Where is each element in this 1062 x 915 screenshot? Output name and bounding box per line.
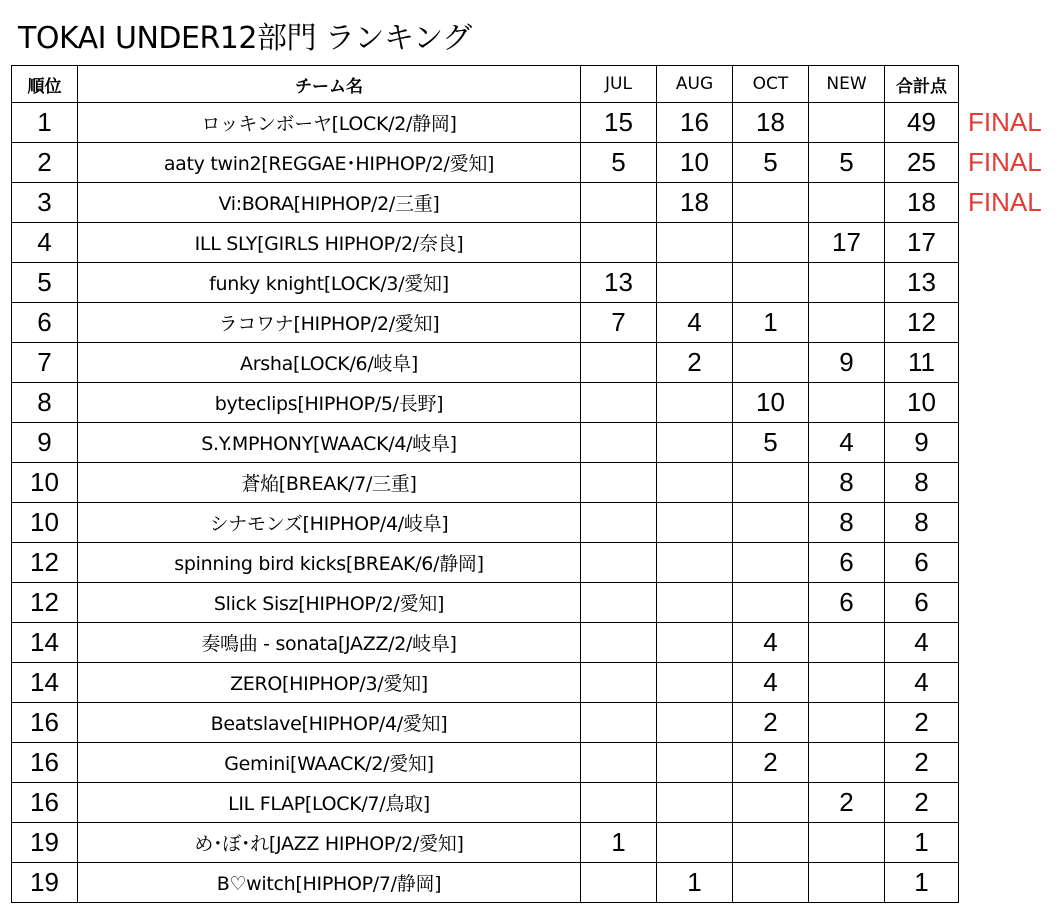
table-row [12,303,959,343]
oct-score-cell: 1 [733,303,809,343]
aug-score-cell: 1 [657,863,733,903]
team-name-cell: Vi:BORA[HIPHOP/2/三重] [78,183,581,223]
total-score-cell: 18 [885,183,959,223]
new-score-cell [809,103,885,143]
team-name-cell: 奏鳴曲 - sonata[JAZZ/2/岐阜] [78,623,581,663]
aug-score-cell [657,503,733,543]
oct-score-cell: 4 [733,623,809,663]
header-oct: OCT [733,66,809,103]
aug-score-cell [657,663,733,703]
aug-score-cell [657,543,733,583]
aug-score-cell [657,223,733,263]
ranking-table [11,65,959,903]
rank-cell: 14 [12,663,78,703]
final-label: FINAL [968,147,1042,177]
table-row [12,143,959,183]
rank-cell: 4 [12,223,78,263]
total-score-cell: 2 [885,703,959,743]
total-score-cell: 12 [885,303,959,343]
oct-score-cell: 10 [733,383,809,423]
oct-score-cell [733,823,809,863]
table-row [12,183,959,223]
new-score-cell: 4 [809,423,885,463]
table-row [12,343,959,383]
new-score-cell: 5 [809,143,885,183]
new-score-cell [809,863,885,903]
table-row [12,263,959,303]
rank-cell: 10 [12,503,78,543]
rank-cell: 7 [12,343,78,383]
header-new: NEW [809,66,885,103]
new-score-cell [809,263,885,303]
jul-score-cell [581,423,657,463]
team-name-cell: ロッキンボーヤ[LOCK/2/静岡] [78,103,581,143]
team-name-cell: 蒼焔[BREAK/7/三重] [78,463,581,503]
aug-score-cell: 4 [657,303,733,343]
header-aug: AUG [657,66,733,103]
total-score-cell: 17 [885,223,959,263]
team-name-cell: aaty twin2[REGGAE･HIPHOP/2/愛知] [78,143,581,183]
total-score-cell: 1 [885,863,959,903]
total-score-cell: 49 [885,103,959,143]
table-row [12,103,959,143]
jul-score-cell: 1 [581,823,657,863]
jul-score-cell [581,503,657,543]
aug-score-cell [657,263,733,303]
jul-score-cell [581,183,657,223]
jul-score-cell [581,383,657,423]
final-label: FINAL [968,187,1042,217]
new-score-cell [809,623,885,663]
table-row [12,223,959,263]
team-name-cell: byteclips[HIPHOP/5/長野] [78,383,581,423]
new-score-cell [809,383,885,423]
team-name-cell: シナモンズ[HIPHOP/4/岐阜] [78,503,581,543]
new-score-cell [809,663,885,703]
oct-score-cell: 5 [733,423,809,463]
new-score-cell: 9 [809,343,885,383]
oct-score-cell [733,463,809,503]
oct-score-cell: 4 [733,663,809,703]
table-row [12,583,959,623]
rank-cell: 12 [12,583,78,623]
rank-cell: 3 [12,183,78,223]
oct-score-cell [733,583,809,623]
jul-score-cell [581,663,657,703]
oct-score-cell: 18 [733,103,809,143]
total-score-cell: 13 [885,263,959,303]
oct-score-cell: 2 [733,703,809,743]
rank-cell: 1 [12,103,78,143]
team-name-cell: funky knight[LOCK/3/愛知] [78,263,581,303]
team-name-cell: Arsha[LOCK/6/岐阜] [78,343,581,383]
jul-score-cell [581,583,657,623]
ranking-body [12,103,959,903]
table-row [12,463,959,503]
aug-score-cell [657,703,733,743]
oct-score-cell [733,343,809,383]
table-row [12,543,959,583]
new-score-cell: 6 [809,583,885,623]
new-score-cell [809,303,885,343]
rank-cell: 16 [12,783,78,823]
oct-score-cell [733,863,809,903]
rank-cell: 19 [12,823,78,863]
team-name-cell: Gemini[WAACK/2/愛知] [78,743,581,783]
oct-score-cell [733,783,809,823]
rank-cell: 19 [12,863,78,903]
team-name-cell: ZERO[HIPHOP/3/愛知] [78,663,581,703]
jul-score-cell: 7 [581,303,657,343]
rank-cell: 16 [12,703,78,743]
jul-score-cell [581,543,657,583]
new-score-cell [809,823,885,863]
oct-score-cell [733,263,809,303]
header-total: 合計点 [885,66,959,103]
total-score-cell: 2 [885,743,959,783]
rank-cell: 10 [12,463,78,503]
team-name-cell: ILL SLY[GIRLS HIPHOP/2/奈良] [78,223,581,263]
table-row [12,743,959,783]
total-score-cell: 6 [885,543,959,583]
header-jul: JUL [581,66,657,103]
rank-cell: 9 [12,423,78,463]
team-name-cell: LIL FLAP[LOCK/7/鳥取] [78,783,581,823]
aug-score-cell [657,743,733,783]
header-rank: 順位 [12,66,78,103]
rank-cell: 5 [12,263,78,303]
aug-score-cell: 10 [657,143,733,183]
aug-score-cell [657,823,733,863]
aug-score-cell [657,383,733,423]
table-row [12,663,959,703]
new-score-cell: 17 [809,223,885,263]
table-row [12,703,959,743]
table-row [12,623,959,663]
rank-cell: 16 [12,743,78,783]
aug-score-cell [657,583,733,623]
header-row [12,66,959,103]
jul-score-cell [581,223,657,263]
jul-score-cell: 13 [581,263,657,303]
aug-score-cell [657,783,733,823]
total-score-cell: 25 [885,143,959,183]
new-score-cell [809,743,885,783]
jul-score-cell [581,783,657,823]
total-score-cell: 10 [885,383,959,423]
final-label: FINAL [968,107,1042,137]
total-score-cell: 11 [885,343,959,383]
oct-score-cell [733,223,809,263]
oct-score-cell [733,503,809,543]
jul-score-cell: 15 [581,103,657,143]
table-row [12,383,959,423]
oct-score-cell [733,543,809,583]
team-name-cell: Slick Sisz[HIPHOP/2/愛知] [78,583,581,623]
jul-score-cell [581,463,657,503]
table-row [12,423,959,463]
jul-score-cell [581,623,657,663]
total-score-cell: 2 [885,783,959,823]
rank-cell: 8 [12,383,78,423]
aug-score-cell [657,623,733,663]
jul-score-cell [581,703,657,743]
new-score-cell [809,703,885,743]
aug-score-cell: 18 [657,183,733,223]
team-name-cell: Beatslave[HIPHOP/4/愛知] [78,703,581,743]
total-score-cell: 9 [885,423,959,463]
aug-score-cell: 16 [657,103,733,143]
oct-score-cell [733,183,809,223]
new-score-cell: 8 [809,503,885,543]
new-score-cell: 6 [809,543,885,583]
page-title: TOKAI UNDER12部門 ランキング [18,21,472,56]
table-row [12,863,959,903]
jul-score-cell [581,863,657,903]
rank-cell: 12 [12,543,78,583]
team-name-cell: ラコワナ[HIPHOP/2/愛知] [78,303,581,343]
total-score-cell: 1 [885,823,959,863]
total-score-cell: 6 [885,583,959,623]
aug-score-cell: 2 [657,343,733,383]
oct-score-cell: 5 [733,143,809,183]
total-score-cell: 4 [885,623,959,663]
final-markers [968,102,1042,222]
team-name-cell: S.Y.MPHONY[WAACK/4/岐阜] [78,423,581,463]
total-score-cell: 4 [885,663,959,703]
team-name-cell: B♡witch[HIPHOP/7/静岡] [78,863,581,903]
rank-cell: 6 [12,303,78,343]
aug-score-cell [657,423,733,463]
jul-score-cell [581,343,657,383]
rank-cell: 14 [12,623,78,663]
rank-cell: 2 [12,143,78,183]
oct-score-cell: 2 [733,743,809,783]
table-row [12,823,959,863]
jul-score-cell [581,743,657,783]
new-score-cell: 8 [809,463,885,503]
total-score-cell: 8 [885,463,959,503]
table-row [12,783,959,823]
header-team: チーム名 [78,66,581,103]
new-score-cell: 2 [809,783,885,823]
total-score-cell: 8 [885,503,959,543]
aug-score-cell [657,463,733,503]
new-score-cell [809,183,885,223]
team-name-cell: め･ぼ･れ[JAZZ HIPHOP/2/愛知] [78,823,581,863]
team-name-cell: spinning bird kicks[BREAK/6/静岡] [78,543,581,583]
jul-score-cell: 5 [581,143,657,183]
table-row [12,503,959,543]
